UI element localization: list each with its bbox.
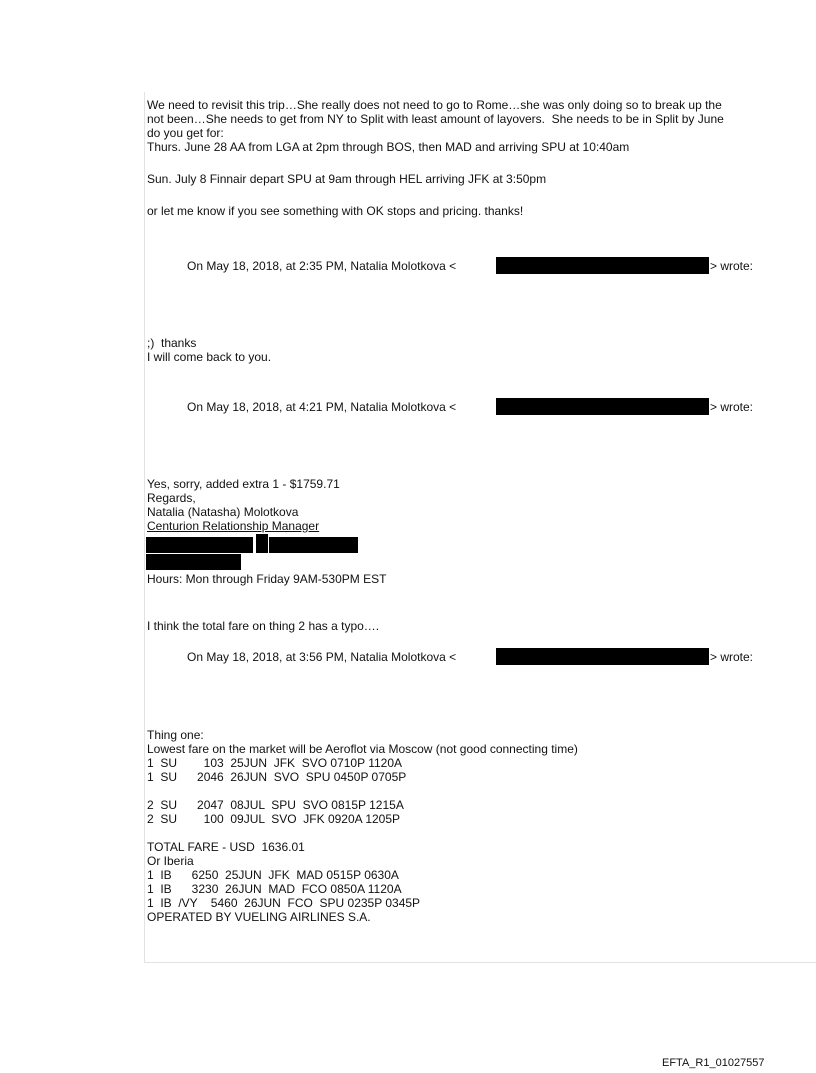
quote-header-suffix: > wrote: [710,259,754,273]
office-hours: Hours: Mon through Friday 9AM-530PM EST [147,572,387,586]
message-line: not been…She needs to get from NY to Split with least amount of layovers. She needs to be in Split by June [147,112,724,126]
message-line: Regards, [147,491,196,505]
operated-by-note: OPERATED BY VUELING AIRLINES S.A. [147,910,371,924]
redaction-bar [496,257,709,274]
message-line: I will come back to you. [147,350,272,364]
quote-header-suffix: > wrote: [710,650,754,664]
message-line: Lowest fare on the market will be Aeroflot via Moscow (not good connecting time) [147,742,578,756]
quote-header-prefix: On May 18, 2018, at 2:35 PM, Natalia Molotkova < [187,259,457,273]
flight-segment: 1 IB 6250 25JUN JFK MAD 0515P 0630A [147,868,399,882]
flight-segment: 1 SU 2046 26JUN SVO SPU 0450P 0705P [147,770,407,784]
redaction-bar [496,398,709,415]
message-line: Or Iberia [147,854,194,868]
message-line: We need to revisit this trip…She really does not need to go to Rome…she was only doing so to break up the [147,98,722,112]
flight-segment: 1 SU 103 25JUN JFK SVO 0710P 1120A [147,756,403,770]
message-line: I think the total fare on thing 2 has a typo…. [147,619,380,633]
signature-name: Natalia (Natasha) Molotkova [147,505,299,519]
flight-segment: 1 IB 3230 26JUN MAD FCO 0850A 1120A [147,882,402,896]
redaction-bar [146,554,241,570]
message-line: Thurs. June 28 AA from LGA at 2pm through BOS, then MAD and arriving SPU at 10:40am [147,140,630,154]
message-line: or let me know if you see something with OK stops and pricing. thanks! [147,204,524,218]
flight-segment: 2 SU 2047 08JUL SPU SVO 0815P 1215A [147,798,404,812]
flight-segment: 2 SU 100 09JUL SVO JFK 0920A 1205P [147,812,401,826]
redaction-bar [269,537,358,553]
redaction-bar [256,534,268,553]
total-fare: TOTAL FARE - USD 1636.01 [147,840,305,854]
document-id: EFTA_R1_01027557 [662,1057,765,1069]
quote-header-suffix: > wrote: [710,400,754,414]
redaction-bar [496,648,709,665]
quote-header-prefix: On May 18, 2018, at 3:56 PM, Natalia Molotkova < [187,650,457,664]
message-line: ;) thanks [147,336,197,350]
message-line: Sun. July 8 Finnair depart SPU at 9am through HEL arriving JFK at 3:50pm [147,172,547,186]
message-line: Thing one: [147,728,204,742]
redaction-bar [146,537,253,553]
message-line: Yes, sorry, added extra 1 - $1759.71 [147,477,340,491]
signature-title: Centurion Relationship Manager [147,519,320,533]
quote-header-prefix: On May 18, 2018, at 4:21 PM, Natalia Molotkova < [187,400,457,414]
message-line: do you get for: [147,126,224,140]
flight-segment: 1 IB /VY 5460 26JUN FCO SPU 0235P 0345P [147,896,421,910]
